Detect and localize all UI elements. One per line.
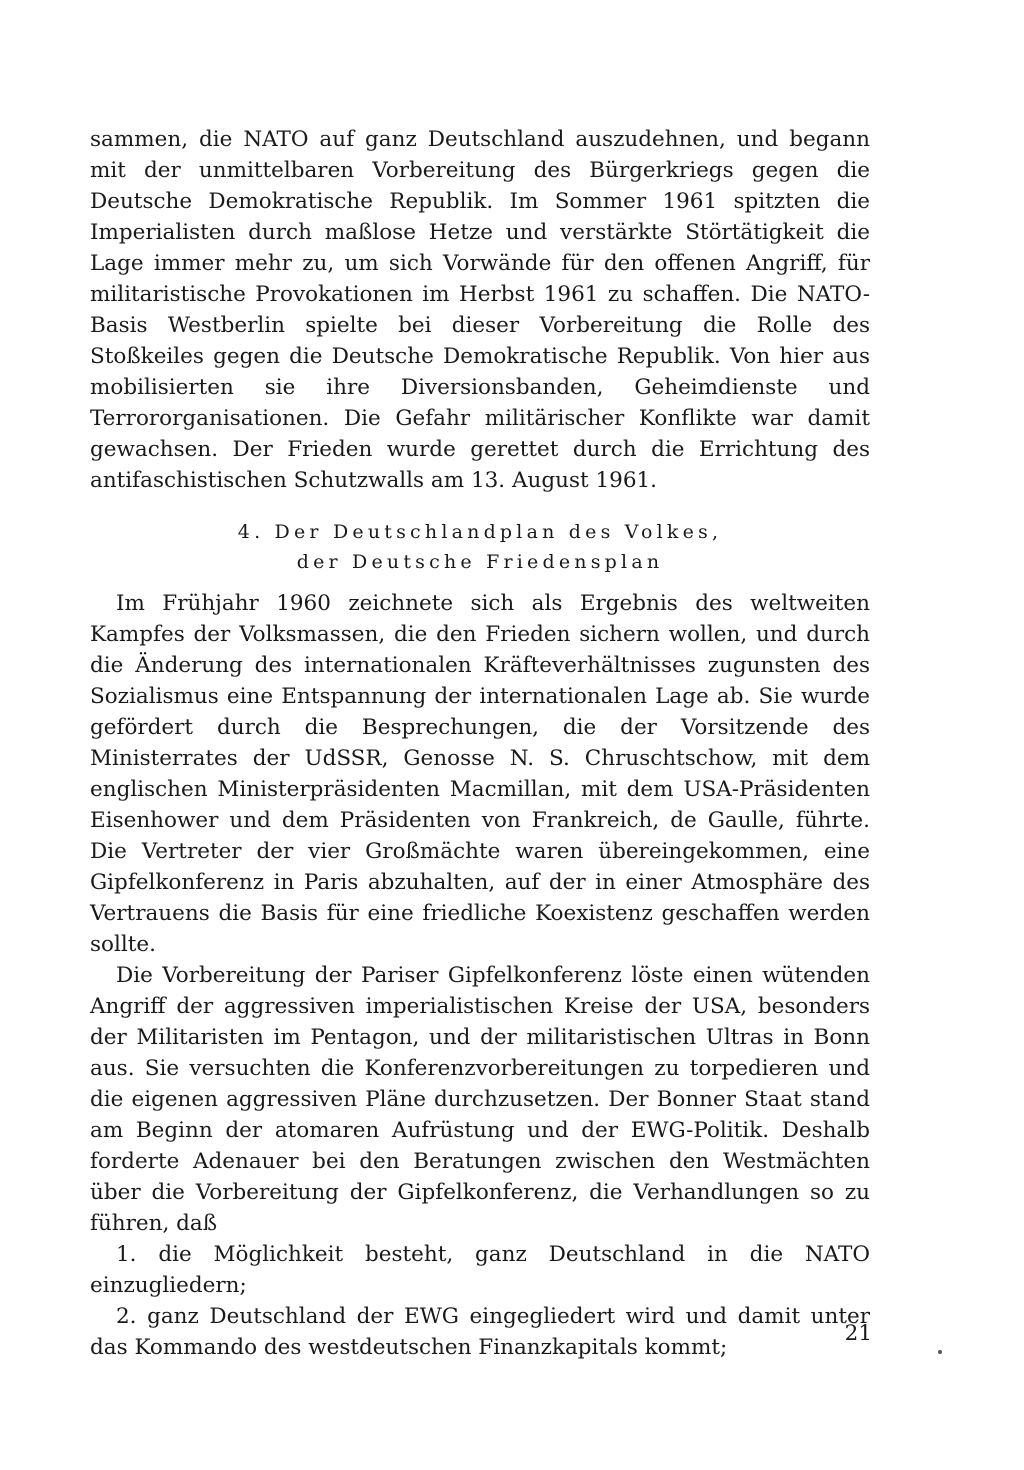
- print-speck: [938, 1350, 942, 1354]
- page-number: 21: [844, 1321, 872, 1346]
- list-item-1: 1. die Möglichkeit besteht, ganz Deutschland in die NATO einzugliedern;: [90, 1242, 870, 1298]
- paragraph: Im Frühjahr 1960 zeichnete sich als Ergebnis des weltweiten Kampfes der Volksmassen, die den Frieden sichern wollen, und durch die Änderung des internationalen Kräfteverhältnisses zugunsten des Sozialismus eine Entspannung der internationalen Lage ab. Sie wurde gefördert durch die Besprechungen, die der Vorsitzende des Ministerrates der UdSSR, Genosse N. S. Chruschtschow, mit dem englischen Ministerpräsidenten Macmillan, mit dem USA-Präsidenten Eisenhower und dem Präsidenten von Frankreich, de Gaulle, führte. Die Vertreter der vier Großmächte waren übereingekommen, eine Gipfelkonferenz in Paris abzuhalten, auf der in einer Atmosphäre des Vertrauens die Basis für eine friedliche Koexistenz geschaffen werden sollte.: [90, 591, 870, 957]
- text-block-top: [90, 124, 870, 496]
- section-heading-line-2: der Deutsche Friedensplan: [296, 551, 664, 573]
- paragraph: Die Vorbereitung der Pariser Gipfelkonferenz löste einen wütenden Angriff der aggressiven imperialistischen Kreise der USA, besonders der Militaristen im Pentagon, und der militaristischen Ultras in Bonn aus. Sie versuchten die Konferenzvorbereitungen zu torpedieren und die eigenen aggressiven Pläne durchzusetzen. Der Bonner Staat stand am Beginn der atomaren Aufrüstung und der EWG-Politik. Deshalb forderte Adenauer bei den Beratungen zwischen den Westmächten über die Vorbereitung der Gipfelkonferenz, die Verhandlungen so zu führen, daß: [90, 963, 870, 1236]
- section-heading-line-1: 4. Der Deutschlandplan des Volkes,: [237, 521, 723, 543]
- list-item-2: 2. ganz Deutschland der EWG eingegliedert wird und damit unter das Kommando des westdeutschen Finanzkapitals kommt;: [90, 1304, 870, 1360]
- section-heading: [90, 517, 870, 577]
- text-block-main: [90, 588, 870, 1363]
- paragraph-continuation: sammen, die NATO auf ganz Deutschland auszudehnen, und begann mit der unmittelbaren Vorbereitung des Bürgerkriegs gegen die Deutsche Demokratische Republik. Im Sommer 1961 spitzten die Imperialisten durch maßlose Hetze und verstärkte Störtätigkeit die Lage immer mehr zu, um sich Vorwände für den offenen Angriff, für militaristische Provokationen im Herbst 1961 zu schaffen. Die NATO-Basis Westberlin spielte bei dieser Vorbereitung die Rolle des Stoßkeiles gegen die Deutsche Demokratische Republik. Von hier aus mobilisierten sie ihre Diversionsbanden, Geheimdienste und Terrororganisationen. Die Gefahr militärischer Konflikte war damit gewachsen. Der Frieden wurde gerettet durch die Errichtung des antifaschistischen Schutzwalls am 13. August 1961.: [90, 127, 870, 493]
